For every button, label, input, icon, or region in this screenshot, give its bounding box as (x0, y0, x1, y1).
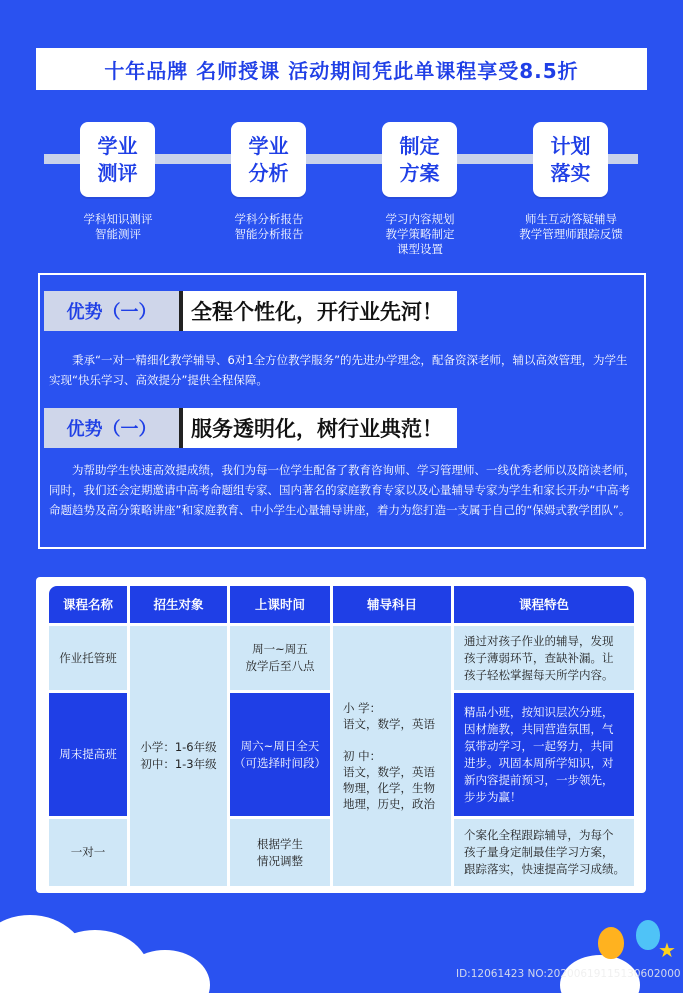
header-subjects: 辅导科目 (333, 586, 451, 623)
balloon-blue-icon (636, 920, 660, 950)
header-target: 招生对象 (130, 586, 227, 623)
promo-banner: 十年品牌 名师授课 活动期间凭此单课程享受8.5折 (36, 48, 647, 90)
header-course-name: 课程名称 (49, 586, 127, 623)
row3-time: 根据学生 情况调整 (230, 819, 330, 886)
course-table (49, 586, 634, 886)
subjects-text: 小 学： 语文，数学，英语 初 中： 语文，数学，英语 物理，化学，生物 地理，历史，政治 (343, 701, 435, 811)
advantage-2-header (44, 408, 457, 448)
row1-features: 通过对孩子作业的辅导，发现 孩子薄弱环节，查缺补漏。让 孩子轻松掌握每天所学内容。 (454, 626, 634, 690)
step-plan-desc: 学习内容规划 教学策略制定 课型设置 (385, 212, 455, 256)
advantage-2-text: 为帮助学生快速高效提成绩，我们为每一位学生配备了教育咨询师、学习管理师、一线优秀老师以及陪读老师，同时，我们还会定期邀请中高考命题组专家、国内著名的家庭教育专家以及心量辅导专家为学生和家长开办“中高考命题趋势及高分策略讲座”和家庭教育、中小学生心量辅导讲座，着力为您打造一支属于自己的“保姆式教学团队”。 (49, 463, 636, 517)
step-execute-desc: 师生互动答疑辅导 教学管理师跟踪反馈 (519, 212, 623, 241)
footer-id: ID:12061423 NO:20200619115130602000 (456, 968, 681, 980)
advantages-frame (38, 273, 646, 549)
advantage-2-title: 服务透明化，树行业典范！ (179, 408, 457, 448)
advantage-2-tag: 优势（一） (44, 408, 179, 448)
row3-course-name: 一对一 (49, 819, 127, 886)
footer-url: www.nipic.com (108, 967, 206, 982)
target-cell (130, 626, 227, 886)
advantage-1-header (44, 291, 457, 331)
target-text: 小学：1-6年级 初中：1-3年级 (140, 740, 217, 771)
row3-features: 个案化全程跟踪辅导，为每个 孩子量身定制最佳学习方案， 跟踪落实，快速提高学习成绩。 (454, 819, 634, 886)
row1-time: 周一~周五 放学后至八点 (230, 626, 330, 690)
subjects-cell (333, 626, 451, 886)
row2-course-name: 周末提高班 (49, 693, 127, 816)
advantage-1-text: 秉承“一对一精细化教学辅导、6对1全方位教学服务”的先进办学理念，配备资深老师，辅以高效管理，为学生实现“快乐学习、高效提分”提供全程保障。 (49, 353, 628, 387)
step-analysis-box: 学业 分析 (231, 122, 306, 197)
advantage-1-title: 全程个性化，开行业先河！ (179, 291, 457, 331)
row1-course-name: 作业托管班 (49, 626, 127, 690)
step-assessment-box: 学业 测评 (80, 122, 155, 197)
step-plan-box: 制定 方案 (382, 122, 457, 197)
header-time: 上课时间 (230, 586, 330, 623)
advantage-1-tag: 优势（一） (44, 291, 179, 331)
row2-time: 周六~周日全天 （可选择时间段） (230, 693, 330, 816)
step-analysis-desc: 学科分析报告 智能分析报告 (234, 212, 304, 241)
course-table-panel (36, 577, 646, 893)
step-assessment-desc: 学科知识测评 智能测评 (83, 212, 153, 241)
balloon-orange-icon (598, 927, 624, 959)
row2-features: 精品小班，按知识层次分班， 因材施教，共同营造氛围，气 氛带动学习，一起努力，共同 进步。巩固本周所学知识，对 新内容提前预习，一步领先， 步步为赢！ (454, 693, 634, 816)
step-execute-box: 计划 落实 (533, 122, 608, 197)
star-icon: ★ (658, 938, 676, 962)
footer-logo: 昵享网 (12, 967, 70, 989)
header-features: 课程特色 (454, 586, 634, 623)
